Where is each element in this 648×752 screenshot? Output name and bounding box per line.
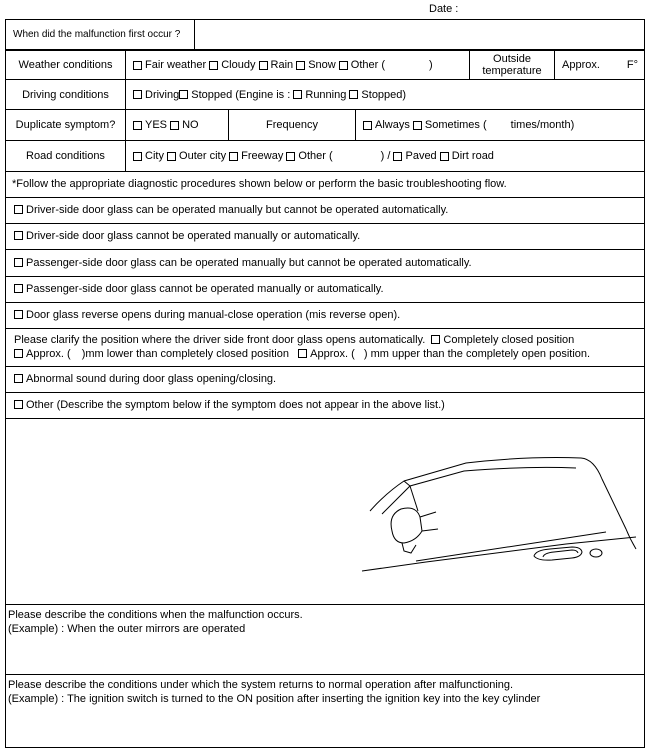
checkbox-fair-weather[interactable] <box>133 61 142 70</box>
approx-lower-label: Approx. ( <box>26 348 71 360</box>
option-snow: Snow <box>308 59 336 71</box>
road-label: Road conditions <box>6 141 126 171</box>
lower-text: )mm lower than completely closed position <box>81 348 289 360</box>
conditions-occurs-example: (Example) : When the outer mirrors are operated <box>8 623 246 635</box>
row-other-symptom <box>6 393 644 419</box>
option-driving: Driving <box>145 88 180 101</box>
option-city: City <box>145 150 164 162</box>
checkbox-other-weather[interactable] <box>339 61 348 70</box>
symptom-text: Driver-side door glass can be operated manually but cannot be operated automatically. <box>26 204 449 216</box>
malfunction-occur-label: When did the malfunction first occur ? <box>6 20 195 49</box>
row-driving <box>6 80 644 110</box>
option-stopped: Stopped (Engine is : <box>191 88 291 101</box>
option-always: Always <box>375 119 410 131</box>
conditions-occurs-prompt: Please describe the conditions when the malfunction occurs. <box>8 609 303 621</box>
checkbox-no[interactable] <box>170 121 179 130</box>
instruction-text: *Follow the appropriate diagnostic procedures shown below or perform the basic troubleshooting flow. <box>12 178 507 190</box>
date-label: Date : <box>429 3 459 15</box>
checkbox-yes[interactable] <box>133 121 142 130</box>
symptom-text: Passenger-side door glass cannot be operated manually or automatically. <box>26 283 384 295</box>
checkbox-city[interactable] <box>133 152 142 161</box>
symptom-text: Driver-side door glass cannot be operated manually or automatically. <box>26 230 361 242</box>
checkbox-sometimes[interactable] <box>413 121 422 130</box>
checkbox-stopped[interactable] <box>179 90 188 99</box>
checkbox-approx-upper[interactable] <box>298 349 307 358</box>
symptom-row <box>6 198 644 224</box>
duplicate-label: Duplicate symptom? <box>6 110 126 140</box>
row-conditions-occurs[interactable] <box>6 605 644 675</box>
frequency-options <box>356 110 644 140</box>
row-abnormal-sound <box>6 367 644 393</box>
row-malfunction-occur <box>6 20 644 50</box>
duplicate-options <box>126 110 229 140</box>
row-road <box>6 141 644 172</box>
symptom-row <box>6 277 644 303</box>
position-instruction: Please clarify the position where the driver side front door glass opens automatically. <box>14 334 426 346</box>
option-outer-city: Outer city <box>179 150 227 162</box>
checkbox-symptom-2[interactable] <box>14 231 23 240</box>
malfunction-occur-field[interactable] <box>195 20 644 49</box>
temperature-field[interactable] <box>555 51 644 79</box>
checkbox-symptom-1[interactable] <box>14 205 23 214</box>
road-slash: ) / <box>380 150 391 162</box>
checkbox-dirt-road[interactable] <box>440 152 449 161</box>
illustration-area <box>6 419 644 605</box>
symptom-row <box>6 303 644 329</box>
checkbox-rain[interactable] <box>259 61 268 70</box>
temp-unit: F° <box>626 59 638 71</box>
upper-text: ) mm upper than the completely open position. <box>363 348 591 360</box>
checkbox-running[interactable] <box>293 90 302 99</box>
option-engine-stopped: Stopped) <box>361 88 407 101</box>
frequency-label: Frequency <box>229 110 356 140</box>
option-freeway: Freeway <box>241 150 284 162</box>
car-door-illustration <box>6 419 644 605</box>
driving-label: Driving conditions <box>6 80 126 109</box>
row-duplicate <box>6 110 644 141</box>
weather-label: Weather conditions <box>6 51 126 79</box>
other-symptom-text: Other (Describe the symptom below if the symptom does not appear in the above list.) <box>26 399 445 411</box>
checkbox-approx-lower[interactable] <box>14 349 23 358</box>
row-position <box>6 329 644 367</box>
row-instruction <box>6 172 644 198</box>
checkbox-paved[interactable] <box>393 152 402 161</box>
conditions-returns-prompt: Please describe the conditions under which the system returns to normal operation after malfunctioning. <box>8 679 514 691</box>
checkbox-snow[interactable] <box>296 61 305 70</box>
weather-options <box>126 51 470 79</box>
diagnostic-form <box>5 19 645 748</box>
symptom-text: Passenger-side door glass can be operated manually but cannot be operated automatically. <box>26 257 472 269</box>
symptom-row <box>6 224 644 250</box>
checkbox-driving[interactable] <box>133 90 142 99</box>
option-rain: Rain <box>270 59 294 71</box>
checkbox-other-symptom[interactable] <box>14 400 23 409</box>
driving-options <box>126 80 644 109</box>
checkbox-abnormal-sound[interactable] <box>14 374 23 383</box>
checkbox-symptom-3[interactable] <box>14 258 23 267</box>
symptom-text: Door glass reverse opens during manual-close operation (mis reverse open). <box>26 309 401 321</box>
row-weather <box>6 50 644 80</box>
option-no: NO <box>182 119 199 131</box>
checkbox-cloudy[interactable] <box>209 61 218 70</box>
approx-label: Approx. <box>562 59 600 71</box>
option-other-road: Other ( <box>298 150 333 162</box>
option-completely-closed: Completely closed position <box>443 334 575 346</box>
times-per-month: times/month) <box>510 119 575 131</box>
checkbox-symptom-5[interactable] <box>14 310 23 319</box>
outside-temperature-text: Outside temperature <box>482 53 542 77</box>
symptom-row <box>6 250 644 277</box>
approx-upper-label: Approx. ( <box>310 348 355 360</box>
conditions-returns-example: (Example) : The ignition switch is turned to the ON position after inserting the ignition key into the key cylinder <box>8 693 541 705</box>
option-fair-weather: Fair weather <box>145 59 207 71</box>
checkbox-completely-closed[interactable] <box>431 335 440 344</box>
checkbox-other-road[interactable] <box>286 152 295 161</box>
checkbox-symptom-4[interactable] <box>14 284 23 293</box>
checkbox-outer-city[interactable] <box>167 152 176 161</box>
weather-close-paren: ) <box>429 59 433 71</box>
option-dirt-road: Dirt road <box>451 150 494 162</box>
option-running: Running <box>305 88 347 101</box>
road-options <box>126 141 644 171</box>
checkbox-always[interactable] <box>363 121 372 130</box>
option-cloudy: Cloudy <box>221 59 256 71</box>
option-paved: Paved <box>405 150 437 162</box>
row-conditions-returns[interactable] <box>6 675 644 747</box>
option-other-weather: Other ( <box>350 59 386 71</box>
checkbox-engine-stopped[interactable] <box>349 90 358 99</box>
option-yes: YES <box>145 119 168 131</box>
outside-temperature-label <box>470 51 555 79</box>
checkbox-freeway[interactable] <box>229 152 238 161</box>
abnormal-sound-text: Abnormal sound during door glass opening/closing. <box>26 373 277 385</box>
option-sometimes: Sometimes ( <box>424 119 487 131</box>
